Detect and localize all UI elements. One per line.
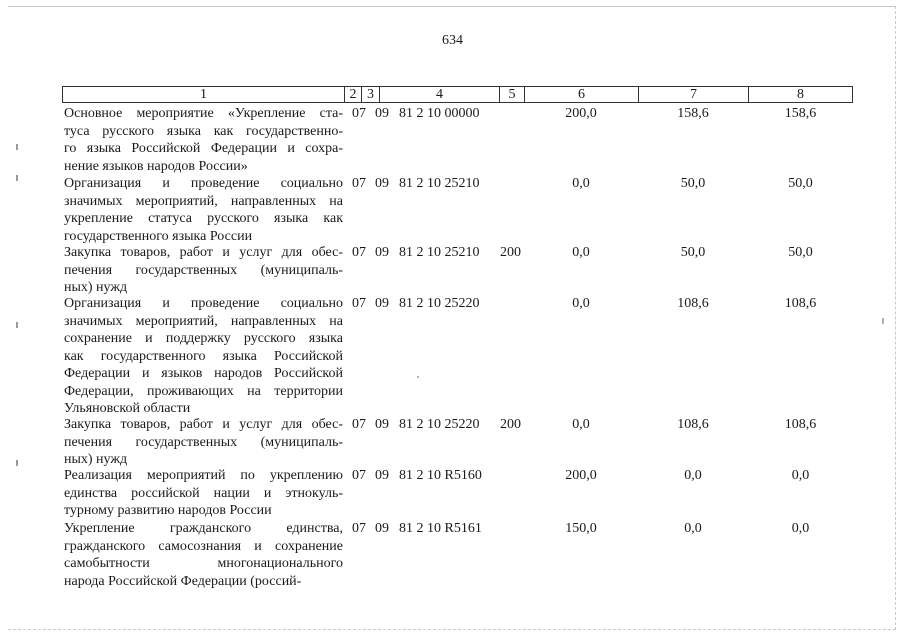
- target-article-code: 81 2 10 R5161: [399, 521, 482, 536]
- section-code: 07: [352, 417, 366, 432]
- header-col-1: 1: [63, 87, 345, 102]
- header-col-6: 6: [525, 87, 639, 102]
- header-col-4: 4: [380, 87, 500, 102]
- amount-col-6: 200,0: [565, 468, 597, 483]
- row-description: [64, 520, 343, 590]
- subsection-code: 09: [375, 521, 389, 536]
- target-article-code: 81 2 10 25220: [399, 296, 480, 311]
- header-col-3: 3: [362, 87, 380, 102]
- description-line: как государственного языка Российской: [64, 348, 343, 364]
- amount-col-8: 108,6: [784, 417, 817, 432]
- row-description: [64, 467, 343, 520]
- row-description: [64, 416, 343, 469]
- scan-mark: [882, 318, 884, 324]
- scan-mark: [16, 144, 18, 150]
- table-header: [62, 86, 853, 103]
- amount-col-7: 158,6: [677, 106, 709, 121]
- amount-col-7: 50,0: [680, 245, 706, 260]
- amount-col-8: 50,0: [788, 245, 813, 260]
- description-line: Укрепление гражданского единства,: [64, 521, 343, 536]
- amount-col-6: 0,0: [572, 417, 590, 432]
- subsection-code: 09: [375, 417, 389, 432]
- target-article-code: 81 2 10 25210: [399, 176, 480, 191]
- description-line: укрепление статуса русского языка как: [64, 211, 343, 226]
- amount-col-6: 0,0: [572, 296, 590, 311]
- description-line: Закупка товаров, работ и услуг для обес-: [64, 417, 343, 432]
- header-col-8: 8: [797, 87, 804, 102]
- section-code: 07: [352, 245, 366, 260]
- subsection-code: 09: [375, 468, 389, 483]
- description-line: Федерации, проживающих на территории: [64, 383, 343, 399]
- amount-col-7: 108,6: [677, 296, 709, 311]
- amount-col-7: 0,0: [684, 468, 702, 483]
- section-code: 07: [352, 468, 366, 483]
- expense-type-code: 200: [500, 417, 521, 432]
- description-line: Ульяновской области: [64, 401, 191, 416]
- subsection-code: 09: [375, 176, 389, 191]
- section-code: 07: [352, 106, 366, 121]
- amount-col-8: 0,0: [791, 521, 810, 536]
- header-col-7: 7: [639, 87, 749, 102]
- row-description: [64, 175, 343, 245]
- description-line: ных) нужд: [64, 452, 128, 467]
- description-line: Основное мероприятие «Укрепление ста-: [64, 106, 343, 121]
- scan-mark: [16, 322, 18, 328]
- subsection-code: 09: [375, 245, 389, 260]
- target-article-code: 81 2 10 00000: [399, 106, 480, 121]
- amount-col-8: 108,6: [784, 296, 817, 311]
- amount-col-8: 50,0: [788, 176, 813, 191]
- amount-col-7: 50,0: [680, 176, 706, 191]
- description-line: единства российской нации и этнокуль-: [64, 485, 343, 501]
- amount-col-6: 150,0: [565, 521, 597, 536]
- amount-col-6: 0,0: [572, 176, 590, 191]
- amount-col-6: 200,0: [565, 106, 597, 121]
- section-code: 07: [352, 176, 366, 191]
- header-col-5: 5: [500, 87, 525, 102]
- amount-col-7: 0,0: [684, 521, 702, 536]
- description-line: печения государственных (муниципаль-: [64, 434, 343, 450]
- description-line: народа Российской Федерации (россий-: [64, 573, 302, 589]
- amount-col-8: 0,0: [791, 468, 810, 483]
- description-line: гражданского самосознания и сохранение: [64, 538, 343, 554]
- description-line: государственного языка России: [64, 228, 253, 244]
- subsection-code: 09: [375, 106, 389, 121]
- section-code: 07: [352, 296, 366, 311]
- description-line: Федерации и языков народов Российской: [64, 366, 343, 381]
- amount-col-8: 158,6: [784, 106, 817, 121]
- section-code: 07: [352, 521, 366, 536]
- description-line: ных) нужд: [64, 280, 128, 295]
- description-line: туса русского языка как государственно-: [64, 123, 343, 139]
- header-col-2: 2: [345, 87, 362, 102]
- description-line: турному развитию народов России: [64, 503, 272, 518]
- page-number: 634: [442, 33, 463, 48]
- row-description: [64, 295, 343, 418]
- description-line: нение языков народов России»: [64, 158, 248, 174]
- scan-speck: [417, 376, 419, 378]
- row-description: [64, 244, 343, 297]
- description-line: печения государственных (муниципаль-: [64, 262, 343, 278]
- scan-mark: [16, 460, 18, 466]
- description-line: Реализация мероприятий по укреплению: [64, 468, 343, 483]
- description-line: Закупка товаров, работ и услуг для обес-: [64, 245, 343, 260]
- description-line: значимых мероприятий, направленных на: [64, 193, 343, 209]
- description-line: го языка Российской Федерации и сохра-: [64, 141, 343, 156]
- description-line: Организация и проведение социально: [64, 296, 343, 311]
- subsection-code: 09: [375, 296, 389, 311]
- scan-mark: [16, 175, 18, 181]
- row-description: [64, 105, 343, 175]
- expense-type-code: 200: [500, 245, 521, 260]
- description-line: сохранение и поддержку русского языка: [64, 331, 343, 346]
- target-article-code: 81 2 10 25220: [399, 417, 480, 432]
- target-article-code: 81 2 10 R5160: [399, 468, 482, 483]
- description-line: самобытности многонационального: [64, 556, 343, 571]
- amount-col-7: 108,6: [677, 417, 709, 432]
- description-line: Организация и проведение социально: [64, 176, 343, 191]
- amount-col-6: 0,0: [572, 245, 590, 260]
- target-article-code: 81 2 10 25210: [399, 245, 480, 260]
- description-line: значимых мероприятий, направленных на: [64, 313, 343, 329]
